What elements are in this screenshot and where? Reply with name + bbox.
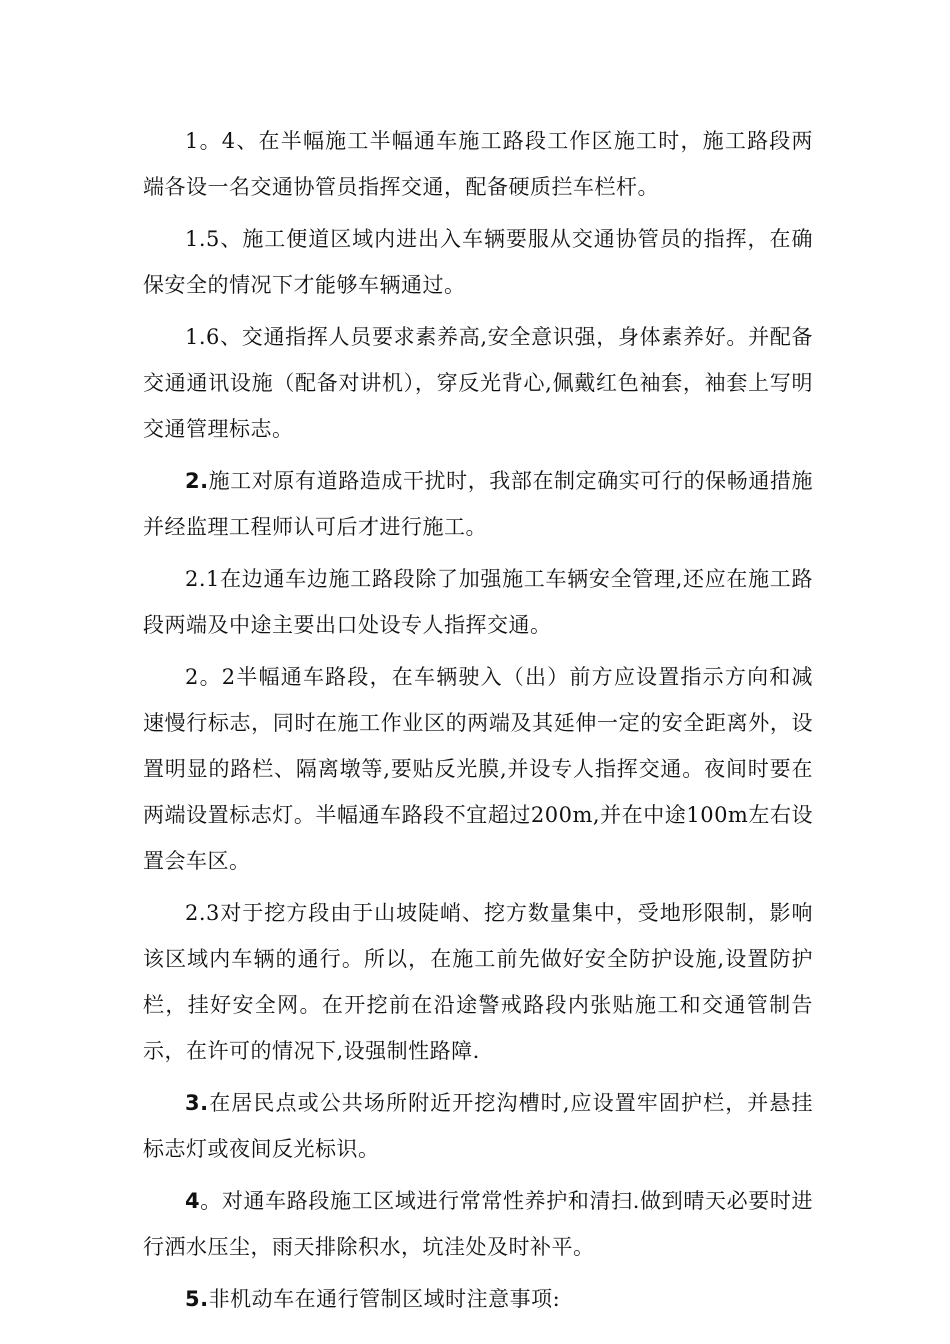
paragraph-2-1 (143, 556, 813, 648)
paragraph-1-4 (143, 118, 813, 210)
document-body (143, 118, 813, 1328)
paragraph-2 (143, 458, 813, 550)
paragraph-2-3 (143, 890, 813, 1074)
paragraph-text: 。对通车路段施工区域进行常常性养护和清扫.做到晴天必要时进行洒水压尘，雨天排除积水，坑洼处及时补平。 (143, 1189, 813, 1259)
paragraph-2-2 (143, 654, 813, 884)
paragraph-text: 1.5、施工便道区域内进出入车辆要服从交通协管员的指挥，在确保安全的情况下才能够车辆通过。 (143, 227, 813, 297)
paragraph-1-5 (143, 216, 813, 308)
paragraph-text: 2.1在边通车边施工路段除了加强施工车辆安全管理,还应在施工路段两端及中途主要出口处设专人指挥交通。 (143, 567, 813, 637)
paragraph-text: 1.6、交通指挥人员要求素养高,安全意识强，身体素养好。并配备交通通讯设施（配备对讲机），穿反光背心,佩戴红色袖套，袖套上写明交通管理标志。 (143, 325, 813, 441)
paragraph-text: 在居民点或公共场所附近开挖沟槽时,应设置牢固护栏，并悬挂标志灯或夜间反光标识。 (143, 1091, 813, 1161)
paragraph-text: 2.3对于挖方段由于山坡陡峭、挖方数量集中，受地形限制，影响该区域内车辆的通行。所以，在施工前先做好安全防护设施,设置防护栏，挂好安全网。在开挖前在沿途警戒路段内张贴施工和交通管制告示，在许可的情况下,设强制性路障. (143, 901, 813, 1063)
section-number: 5. (185, 1287, 209, 1311)
section-number: 3. (185, 1091, 209, 1115)
paragraph-text: 非机动车在通行管制区域时注意事项: (208, 1287, 561, 1311)
paragraph-text: 1。4、在半幅施工半幅通车施工路段工作区施工时，施工路段两端各设一名交通协管员指挥交通，配备硬质拦车栏杆。 (143, 129, 813, 199)
paragraph-text: 施工对原有道路造成干扰时，我部在制定确实可行的保畅通措施并经监理工程师认可后才进行施工。 (143, 469, 813, 539)
paragraph-4 (143, 1178, 813, 1270)
paragraph-text: 2。2半幅通车路段，在车辆驶入（出）前方应设置指示方向和减速慢行标志，同时在施工作业区的两端及其延伸一定的安全距离外，设置明显的路栏、隔离墩等,要贴反光膜,并设专人指挥交通。夜间时要在两端设置标志灯。半幅通车路段不宜超过200m,并在中途100m左右设置会车区。 (143, 665, 813, 873)
paragraph-5 (143, 1276, 813, 1322)
paragraph-1-6 (143, 314, 813, 452)
section-number: 4 (185, 1189, 201, 1213)
section-number: 2. (185, 469, 209, 493)
paragraph-3 (143, 1080, 813, 1172)
